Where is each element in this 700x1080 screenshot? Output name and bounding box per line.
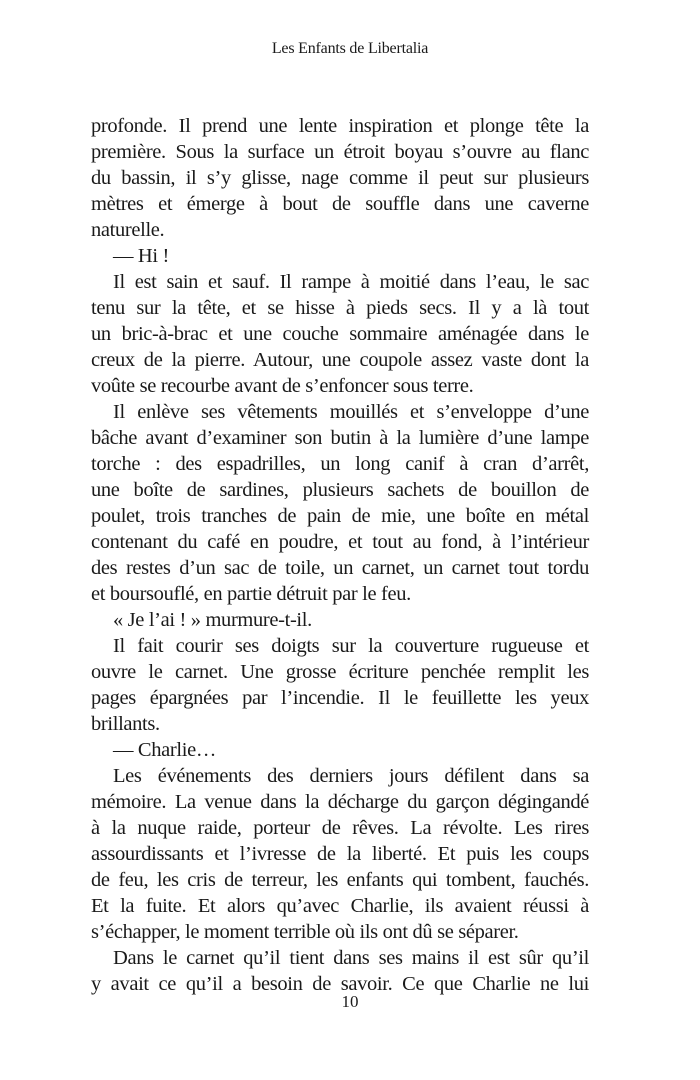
text-line: « Je l’ai ! » murmure-t-il. xyxy=(113,609,312,631)
text-line: tenu sur la tête, et se hisse à pieds secs. Il y a là tout xyxy=(91,297,589,319)
text-line: poulet, trois tranches de pain de mie, une boîte en métal xyxy=(91,505,589,527)
text-line: voûte se recourbe avant de s’enfoncer sous terre. xyxy=(91,375,474,397)
running-header: Les Enfants de Libertalia xyxy=(271,40,429,57)
text-line: contenant du café en poudre, et tout au fond, à l’intérieur xyxy=(91,531,589,553)
text-line: du bassin, il s’y glisse, nage comme il peut sur plusieurs xyxy=(91,167,589,189)
text-line: s’échapper, le moment terrible où ils ont dû se séparer. xyxy=(91,921,519,943)
text-line: et boursouflé, en partie détruit par le feu. xyxy=(91,583,411,605)
text-line: creux de la pierre. Autour, une coupole assez vaste dont la xyxy=(91,349,589,371)
text-line: des restes d’un sac de toile, un carnet, un carnet tout tordu xyxy=(91,557,589,579)
text-line: Il fait courir ses doigts sur la couverture rugueuse et xyxy=(113,635,589,657)
text-line: assourdissants et l’ivresse de la liberté. Et puis les coups xyxy=(91,843,589,865)
text-line: mètres et émerge à bout de souffle dans une caverne xyxy=(91,193,589,215)
text-line: Il enlève ses vêtements mouillés et s’enveloppe d’une xyxy=(113,401,589,423)
text-line: — Hi ! xyxy=(113,245,169,267)
page-number: 10 xyxy=(341,992,359,1011)
text-line: — Charlie… xyxy=(113,739,216,761)
text-line: y avait ce qu’il a besoin de savoir. Ce que Charlie ne lui xyxy=(91,973,589,995)
text-line: Et la fuite. Et alors qu’avec Charlie, ils avaient réussi à xyxy=(91,895,589,917)
text-line: Les événements des derniers jours défilent dans sa xyxy=(113,765,589,787)
text-line: Il est sain et sauf. Il rampe à moitié dans l’eau, le sac xyxy=(113,271,589,293)
text-line: un bric-à-brac et une couche sommaire aménagée dans le xyxy=(91,323,589,345)
text-line: de feu, les cris de terreur, les enfants qui tombent, fauchés. xyxy=(91,869,589,891)
text-line: profonde. Il prend une lente inspiration et plonge tête la xyxy=(91,115,589,137)
page-body xyxy=(91,113,589,997)
text-line: mémoire. La venue dans la décharge du garçon dégingandé xyxy=(91,791,589,813)
text-line: naturelle. xyxy=(91,219,165,241)
text-line: pages épargnées par l’incendie. Il le feuillette les yeux xyxy=(91,687,589,709)
text-line: ouvre le carnet. Une grosse écriture penchée remplit les xyxy=(91,661,589,683)
text-line: première. Sous la surface un étroit boyau s’ouvre au flanc xyxy=(91,141,589,163)
text-line: Dans le carnet qu’il tient dans ses mains il est sûr qu’il xyxy=(113,947,589,969)
text-line: une boîte de sardines, plusieurs sachets de bouillon de xyxy=(91,479,589,501)
text-line: torche : des espadrilles, un long canif à cran d’arrêt, xyxy=(91,453,589,475)
text-line: à la nuque raide, porteur de rêves. La révolte. Les rires xyxy=(91,817,589,839)
text-line: brillants. xyxy=(91,713,160,735)
text-line: bâche avant d’examiner son butin à la lumière d’une lampe xyxy=(91,427,589,449)
